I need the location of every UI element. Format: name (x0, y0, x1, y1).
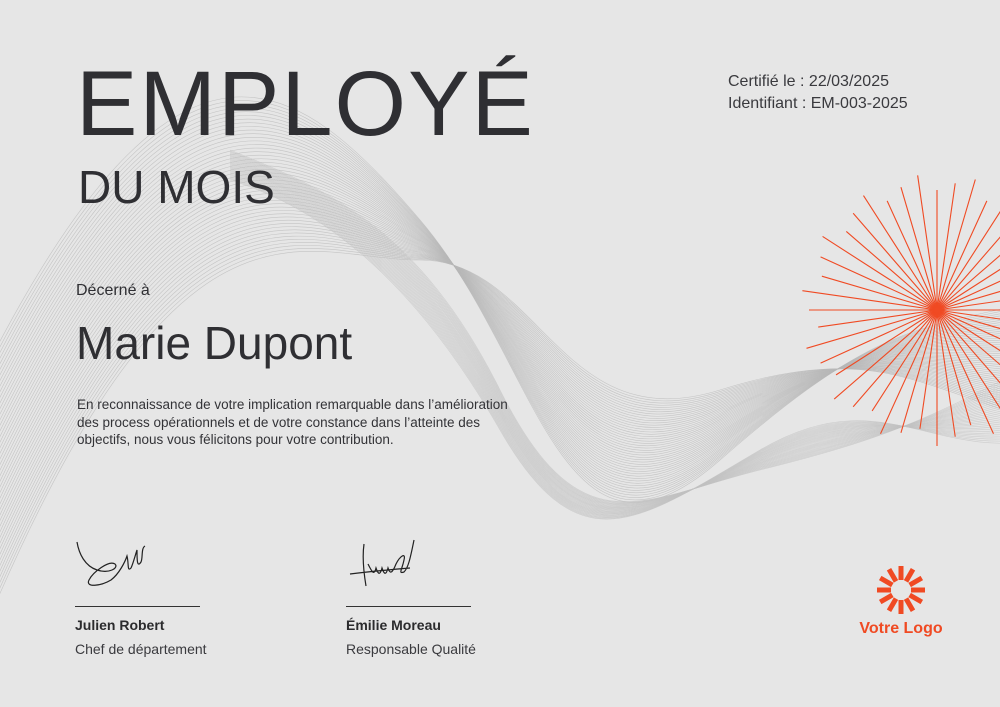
certificate-meta (728, 71, 908, 115)
sunburst-ray (834, 310, 937, 399)
signature-block-left (75, 534, 275, 657)
certificate-title: EMPLOYÉ (76, 53, 535, 155)
signatory-role: Responsable Qualité (346, 641, 476, 657)
sunburst-ray (846, 231, 937, 310)
sunburst-ray (937, 310, 971, 425)
certificate-identifier: Identifiant : EM-003-2025 (728, 95, 908, 112)
logo-ray (910, 595, 922, 602)
certificate-body-text: En reconnaissance de votre implication remarquable dans l’amélioration des process opérationnels et de votre constance dans l’atteinte des objectifs, nous vous félicitons pour votre contribution. (77, 397, 508, 447)
signature-block-right (346, 534, 546, 657)
recipient-name: Marie Dupont (76, 317, 353, 369)
sunburst-ray (901, 187, 937, 310)
sunburst-ray (901, 310, 937, 433)
logo-ray (889, 569, 896, 581)
sunburst-ray (937, 180, 975, 310)
logo-ray (906, 569, 913, 581)
logo (846, 562, 956, 638)
logo-text: Votre Logo (859, 620, 943, 637)
sunburst-center (934, 307, 940, 313)
signatory-name: Émilie Moreau (346, 617, 441, 633)
logo-ray (906, 599, 913, 611)
logo-ray (889, 599, 896, 611)
sunburst-ray (807, 310, 937, 348)
sunburst-ray (822, 276, 937, 310)
logo-ray (880, 595, 892, 602)
sunburst-decoration (797, 170, 1000, 450)
certificate-subtitle: DU MOIS (78, 161, 275, 213)
signature-line (346, 606, 471, 607)
logo-ray (880, 578, 892, 585)
logo-icon (873, 562, 929, 618)
awarded-to-label: Décerné à (76, 282, 150, 299)
signature-left (75, 534, 200, 598)
logo-ray (910, 578, 922, 585)
signatory-name: Julien Robert (75, 617, 165, 633)
sunburst-ray (937, 310, 1000, 399)
sunburst-ray (853, 213, 937, 310)
signature-line (75, 606, 200, 607)
signature-right (346, 534, 471, 598)
sunburst-ray (937, 310, 1000, 401)
certified-date: Certifié le : 22/03/2025 (728, 73, 889, 90)
signatory-role: Chef de département (75, 641, 207, 657)
sunburst-ray (853, 310, 937, 407)
